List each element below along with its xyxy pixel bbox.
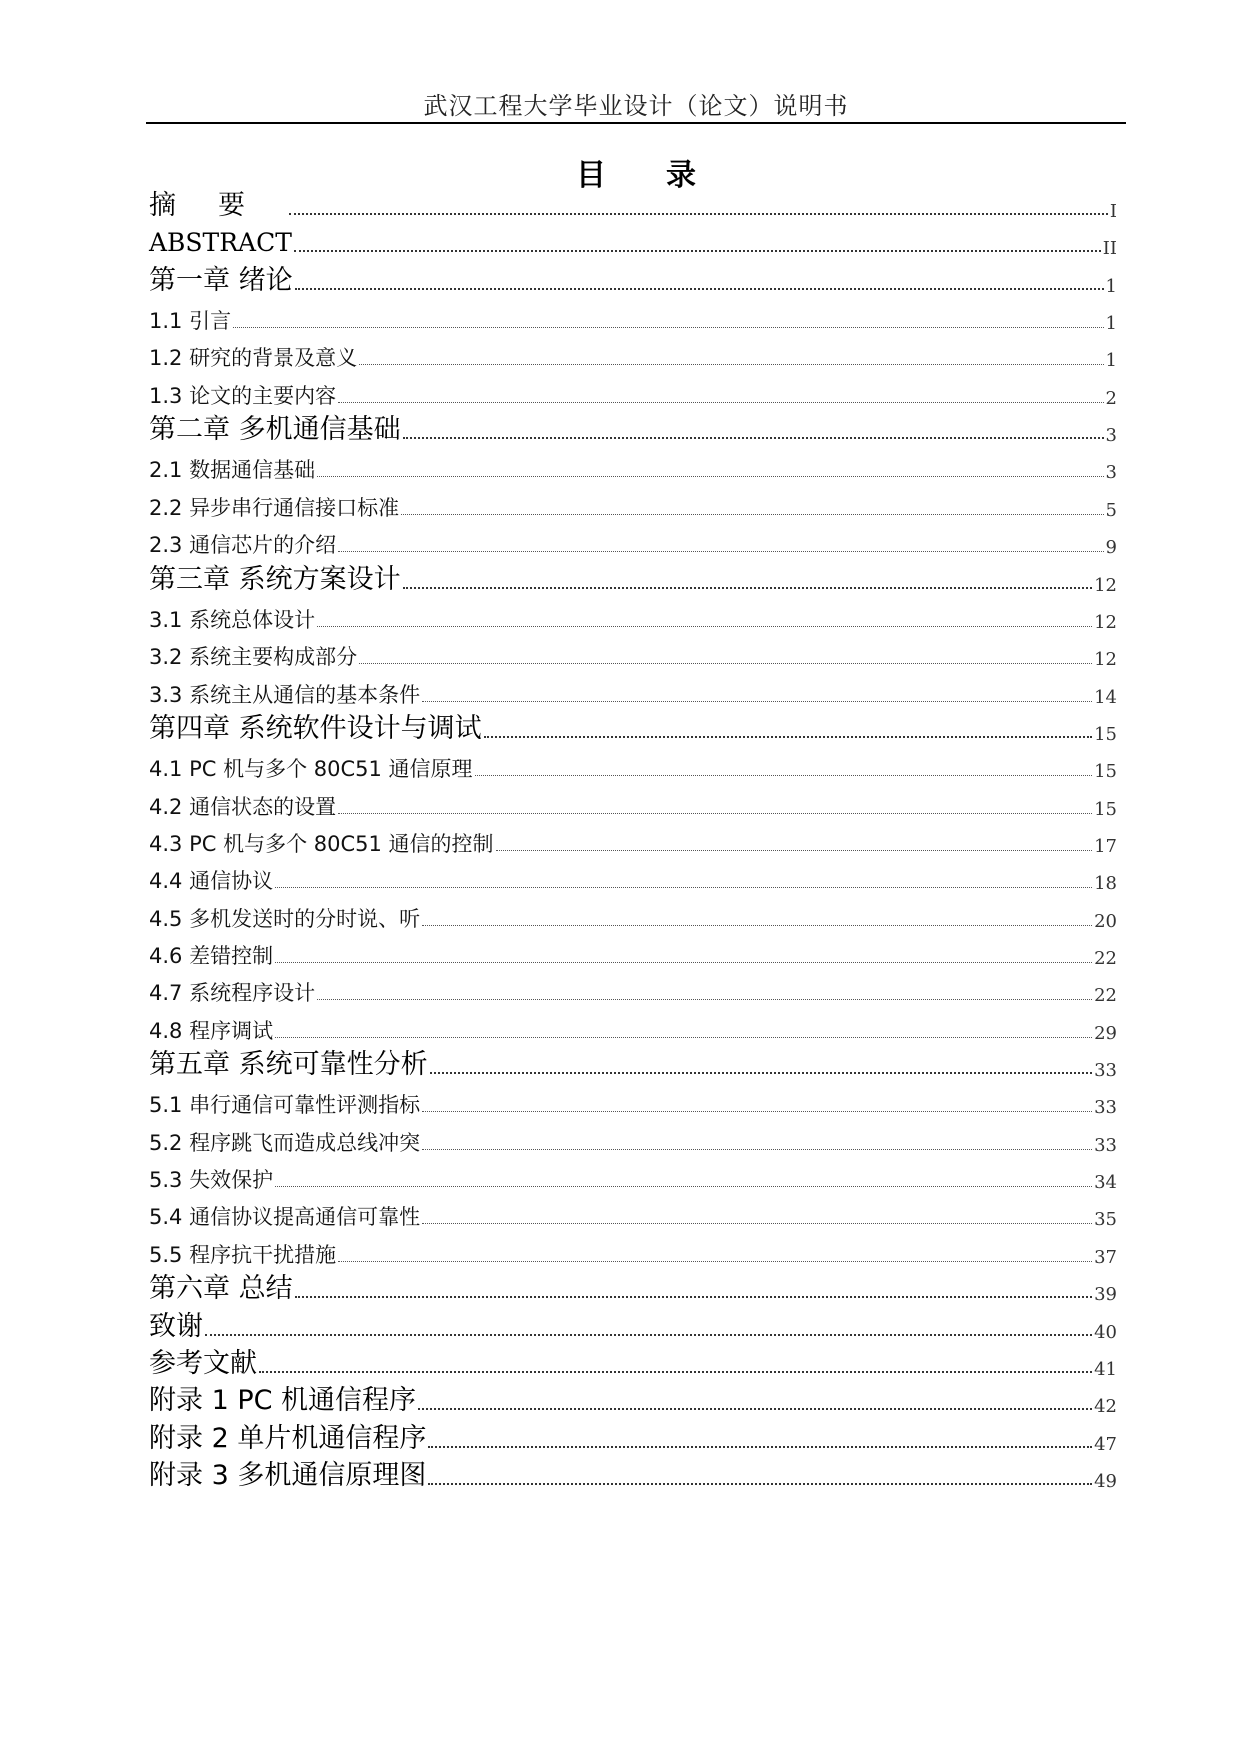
- toc-dot-leader: [338, 551, 1103, 552]
- toc-entry-page-number: 5: [1105, 499, 1117, 521]
- header-rule: [146, 122, 1126, 124]
- toc-entry[interactable]: [149, 898, 1117, 932]
- toc-entry-label: 5.2 程序跳飞而造成总线冲突: [149, 1130, 421, 1155]
- toc-entry-page-number: I: [1109, 201, 1117, 222]
- toc-entry-label: 1.2 研究的背景及意义: [149, 346, 358, 371]
- toc-dot-leader: [422, 1223, 1092, 1224]
- toc-entry-label: 5.5 程序抗干扰措施: [149, 1242, 337, 1267]
- toc-entry-label: 附录 3 多机通信原理图: [149, 1459, 427, 1491]
- toc-entry[interactable]: [149, 1122, 1117, 1156]
- toc-entry-page-number: 37: [1094, 1246, 1117, 1268]
- toc-entry[interactable]: [149, 1271, 1117, 1305]
- toc-entry-page-number: 12: [1094, 611, 1117, 633]
- toc-entry-label: 4.2 通信状态的设置: [149, 794, 337, 819]
- toc-entry-page-number: 47: [1094, 1433, 1117, 1455]
- toc-entry-page-number: 3: [1105, 462, 1117, 484]
- toc-entry-page-number: 15: [1094, 723, 1117, 745]
- toc-entry[interactable]: [149, 225, 1117, 259]
- toc-entry-label: 4.6 差错控制: [149, 944, 274, 968]
- toc-dot-leader: [475, 775, 1093, 776]
- toc-entry[interactable]: [149, 1159, 1117, 1193]
- toc-entry-label: 5.4 通信协议提高通信可靠性: [149, 1205, 421, 1230]
- toc-dot-leader: [418, 1408, 1092, 1410]
- toc-entry-page-number: 22: [1094, 985, 1117, 1007]
- toc-entry-label: ABSTRACT: [149, 228, 292, 258]
- toc-dot-leader: [422, 701, 1092, 702]
- toc-dot-leader: [401, 514, 1103, 515]
- toc-dot-leader: [428, 1446, 1092, 1448]
- toc-entry-page-number: 20: [1094, 910, 1117, 932]
- toc-title: 目录: [576, 158, 756, 193]
- toc-entry[interactable]: [149, 860, 1117, 894]
- toc-dot-leader: [422, 1149, 1092, 1150]
- toc-entry-page-number: 33: [1094, 1097, 1117, 1119]
- toc-entry[interactable]: [149, 1234, 1117, 1268]
- toc-entry-page-number: 3: [1105, 425, 1117, 447]
- toc-entry-page-number: 1: [1105, 313, 1117, 335]
- toc-entry-page-number: 1: [1105, 350, 1117, 372]
- toc-entry-page-number: 40: [1094, 1321, 1117, 1343]
- toc-entry-label: 第二章 多机通信基础: [149, 414, 401, 446]
- toc-entry[interactable]: [149, 972, 1117, 1006]
- toc-entry[interactable]: [149, 1010, 1117, 1044]
- toc-entry[interactable]: [149, 487, 1117, 521]
- running-header: 武汉工程大学毕业设计（论文）说明书: [423, 92, 849, 120]
- toc-entry-page-number: 9: [1105, 537, 1117, 559]
- toc-entry[interactable]: [149, 412, 1117, 446]
- toc-dot-leader: [338, 1261, 1092, 1262]
- toc-dot-leader: [259, 1371, 1092, 1373]
- toc-entry-page-number: 33: [1094, 1060, 1117, 1082]
- toc-entry-label: 附录 1 PC 机通信程序: [149, 1385, 417, 1417]
- toc-dot-leader: [275, 887, 1092, 888]
- toc-entry-label: 4.4 通信协议: [149, 869, 274, 894]
- toc-entry[interactable]: [149, 1383, 1117, 1417]
- toc-dot-leader: [294, 250, 1101, 252]
- toc-entry[interactable]: [149, 449, 1117, 483]
- toc-entry-page-number: 1: [1105, 275, 1117, 297]
- toc-entry-label: 2.1 数据通信基础: [149, 458, 316, 483]
- toc-entry-label: 致谢: [149, 1310, 203, 1342]
- toc-entry[interactable]: [149, 748, 1117, 782]
- toc-entry[interactable]: [149, 935, 1117, 969]
- toc-dot-leader: [403, 437, 1104, 439]
- toc-dot-leader: [338, 813, 1092, 814]
- toc-entry-label: 附录 2 单片机通信程序: [149, 1422, 427, 1454]
- toc-dot-leader: [275, 962, 1092, 963]
- toc-dot-leader: [430, 1072, 1093, 1074]
- toc-entry-label: 5.3 失效保护: [149, 1168, 274, 1193]
- toc-entry-label: 第五章 系统可靠性分析: [149, 1049, 428, 1081]
- toc-entry[interactable]: [149, 300, 1117, 334]
- toc-entry-label: 5.1 串行通信可靠性评测指标: [149, 1093, 421, 1118]
- toc-entry-page-number: 18: [1094, 873, 1117, 895]
- toc-entry-label: 第四章 系统软件设计与调试: [149, 712, 482, 744]
- toc-entry-label: 参考文献: [149, 1347, 257, 1379]
- toc-entry-page-number: 15: [1094, 761, 1117, 783]
- toc-entry-page-number: 15: [1094, 798, 1117, 820]
- toc-entry-page-number: 14: [1094, 686, 1117, 708]
- toc-entry-label: 第三章 系统方案设计: [149, 563, 401, 595]
- toc-dot-leader: [275, 1186, 1092, 1187]
- toc-dot-leader: [422, 1111, 1092, 1112]
- toc-entry-label: 摘要: [149, 190, 287, 221]
- toc-entry-label: 3.1 系统总体设计: [149, 607, 316, 632]
- toc-dot-leader: [233, 327, 1103, 328]
- toc-dot-leader: [317, 626, 1092, 627]
- toc-dot-leader: [496, 850, 1093, 851]
- toc-entry[interactable]: [149, 1196, 1117, 1230]
- toc-entry-page-number: 17: [1094, 835, 1117, 857]
- toc-entry-page-number: 12: [1094, 574, 1117, 596]
- toc-entry[interactable]: [149, 636, 1117, 670]
- toc-entry-page-number: 12: [1094, 649, 1117, 671]
- toc-entry-label: 3.2 系统主要构成部分: [149, 645, 358, 670]
- toc-entry[interactable]: [149, 337, 1117, 371]
- toc-dot-leader: [289, 213, 1108, 215]
- toc-entry[interactable]: [149, 263, 1117, 297]
- toc-entry[interactable]: [149, 1047, 1117, 1081]
- toc-entry-label: 4.7 系统程序设计: [149, 981, 316, 1006]
- toc-entry-page-number: II: [1102, 238, 1117, 260]
- toc-entry[interactable]: [149, 599, 1117, 633]
- toc-entry[interactable]: [149, 1084, 1117, 1118]
- toc-entry[interactable]: [149, 711, 1117, 745]
- toc-entry-label: 第六章 总结: [149, 1273, 293, 1305]
- toc-entry-page-number: 42: [1094, 1396, 1117, 1418]
- toc-entry-label: 1.1 引言: [149, 309, 232, 334]
- toc-dot-leader: [484, 736, 1093, 738]
- toc-entry[interactable]: [149, 1421, 1117, 1455]
- toc-entry-page-number: 49: [1094, 1470, 1117, 1492]
- toc-entry-label: 第一章 绪论: [149, 264, 293, 296]
- toc-dot-leader: [428, 1483, 1092, 1485]
- toc-entry[interactable]: [149, 786, 1117, 820]
- toc-entry[interactable]: [149, 375, 1117, 409]
- toc-entry-page-number: 39: [1094, 1284, 1117, 1306]
- toc-entry-label: 4.1 PC 机与多个 80C51 通信原理: [149, 757, 473, 782]
- toc-entry[interactable]: [149, 562, 1117, 596]
- toc-entry-page-number: 34: [1094, 1172, 1117, 1194]
- toc-dot-leader: [275, 1037, 1092, 1038]
- toc-entry-label: 3.3 系统主从通信的基本条件: [149, 682, 421, 707]
- toc-entry[interactable]: [149, 1309, 1117, 1343]
- toc-entry-label: 2.3 通信芯片的介绍: [149, 533, 337, 558]
- toc-dot-leader: [359, 663, 1092, 664]
- toc-entry-label: 4.5 多机发送时的分时说、听: [149, 906, 421, 931]
- toc-entry-label: 4.3 PC 机与多个 80C51 通信的控制: [149, 831, 494, 856]
- toc-entry[interactable]: [149, 1346, 1117, 1380]
- toc-dot-leader: [317, 476, 1103, 477]
- toc-dot-leader: [295, 288, 1104, 290]
- toc-entry[interactable]: [149, 188, 1117, 222]
- toc-dot-leader: [295, 1296, 1093, 1298]
- toc-entry[interactable]: [149, 674, 1117, 708]
- toc-entry-page-number: 35: [1094, 1209, 1117, 1231]
- toc-dot-leader: [317, 999, 1092, 1000]
- toc-entry-label: 2.2 异步串行通信接口标准: [149, 495, 400, 520]
- toc-entry-page-number: 33: [1094, 1134, 1117, 1156]
- toc-entry[interactable]: [149, 823, 1117, 857]
- toc-entry-page-number: 22: [1094, 948, 1117, 969]
- toc-entry-page-number: 29: [1094, 1022, 1117, 1044]
- toc-entry-label: 4.8 程序调试: [149, 1018, 274, 1043]
- toc-dot-leader: [422, 925, 1092, 926]
- toc-entry[interactable]: [149, 1458, 1117, 1492]
- toc-entry-page-number: 2: [1105, 387, 1117, 409]
- toc-dot-leader: [359, 364, 1103, 365]
- toc-dot-leader: [403, 587, 1093, 589]
- toc-dot-leader: [205, 1334, 1092, 1336]
- toc-entry[interactable]: [149, 524, 1117, 558]
- toc-entry-page-number: 41: [1094, 1358, 1117, 1380]
- toc-dot-leader: [338, 402, 1103, 403]
- toc-entry-label: 1.3 论文的主要内容: [149, 383, 337, 408]
